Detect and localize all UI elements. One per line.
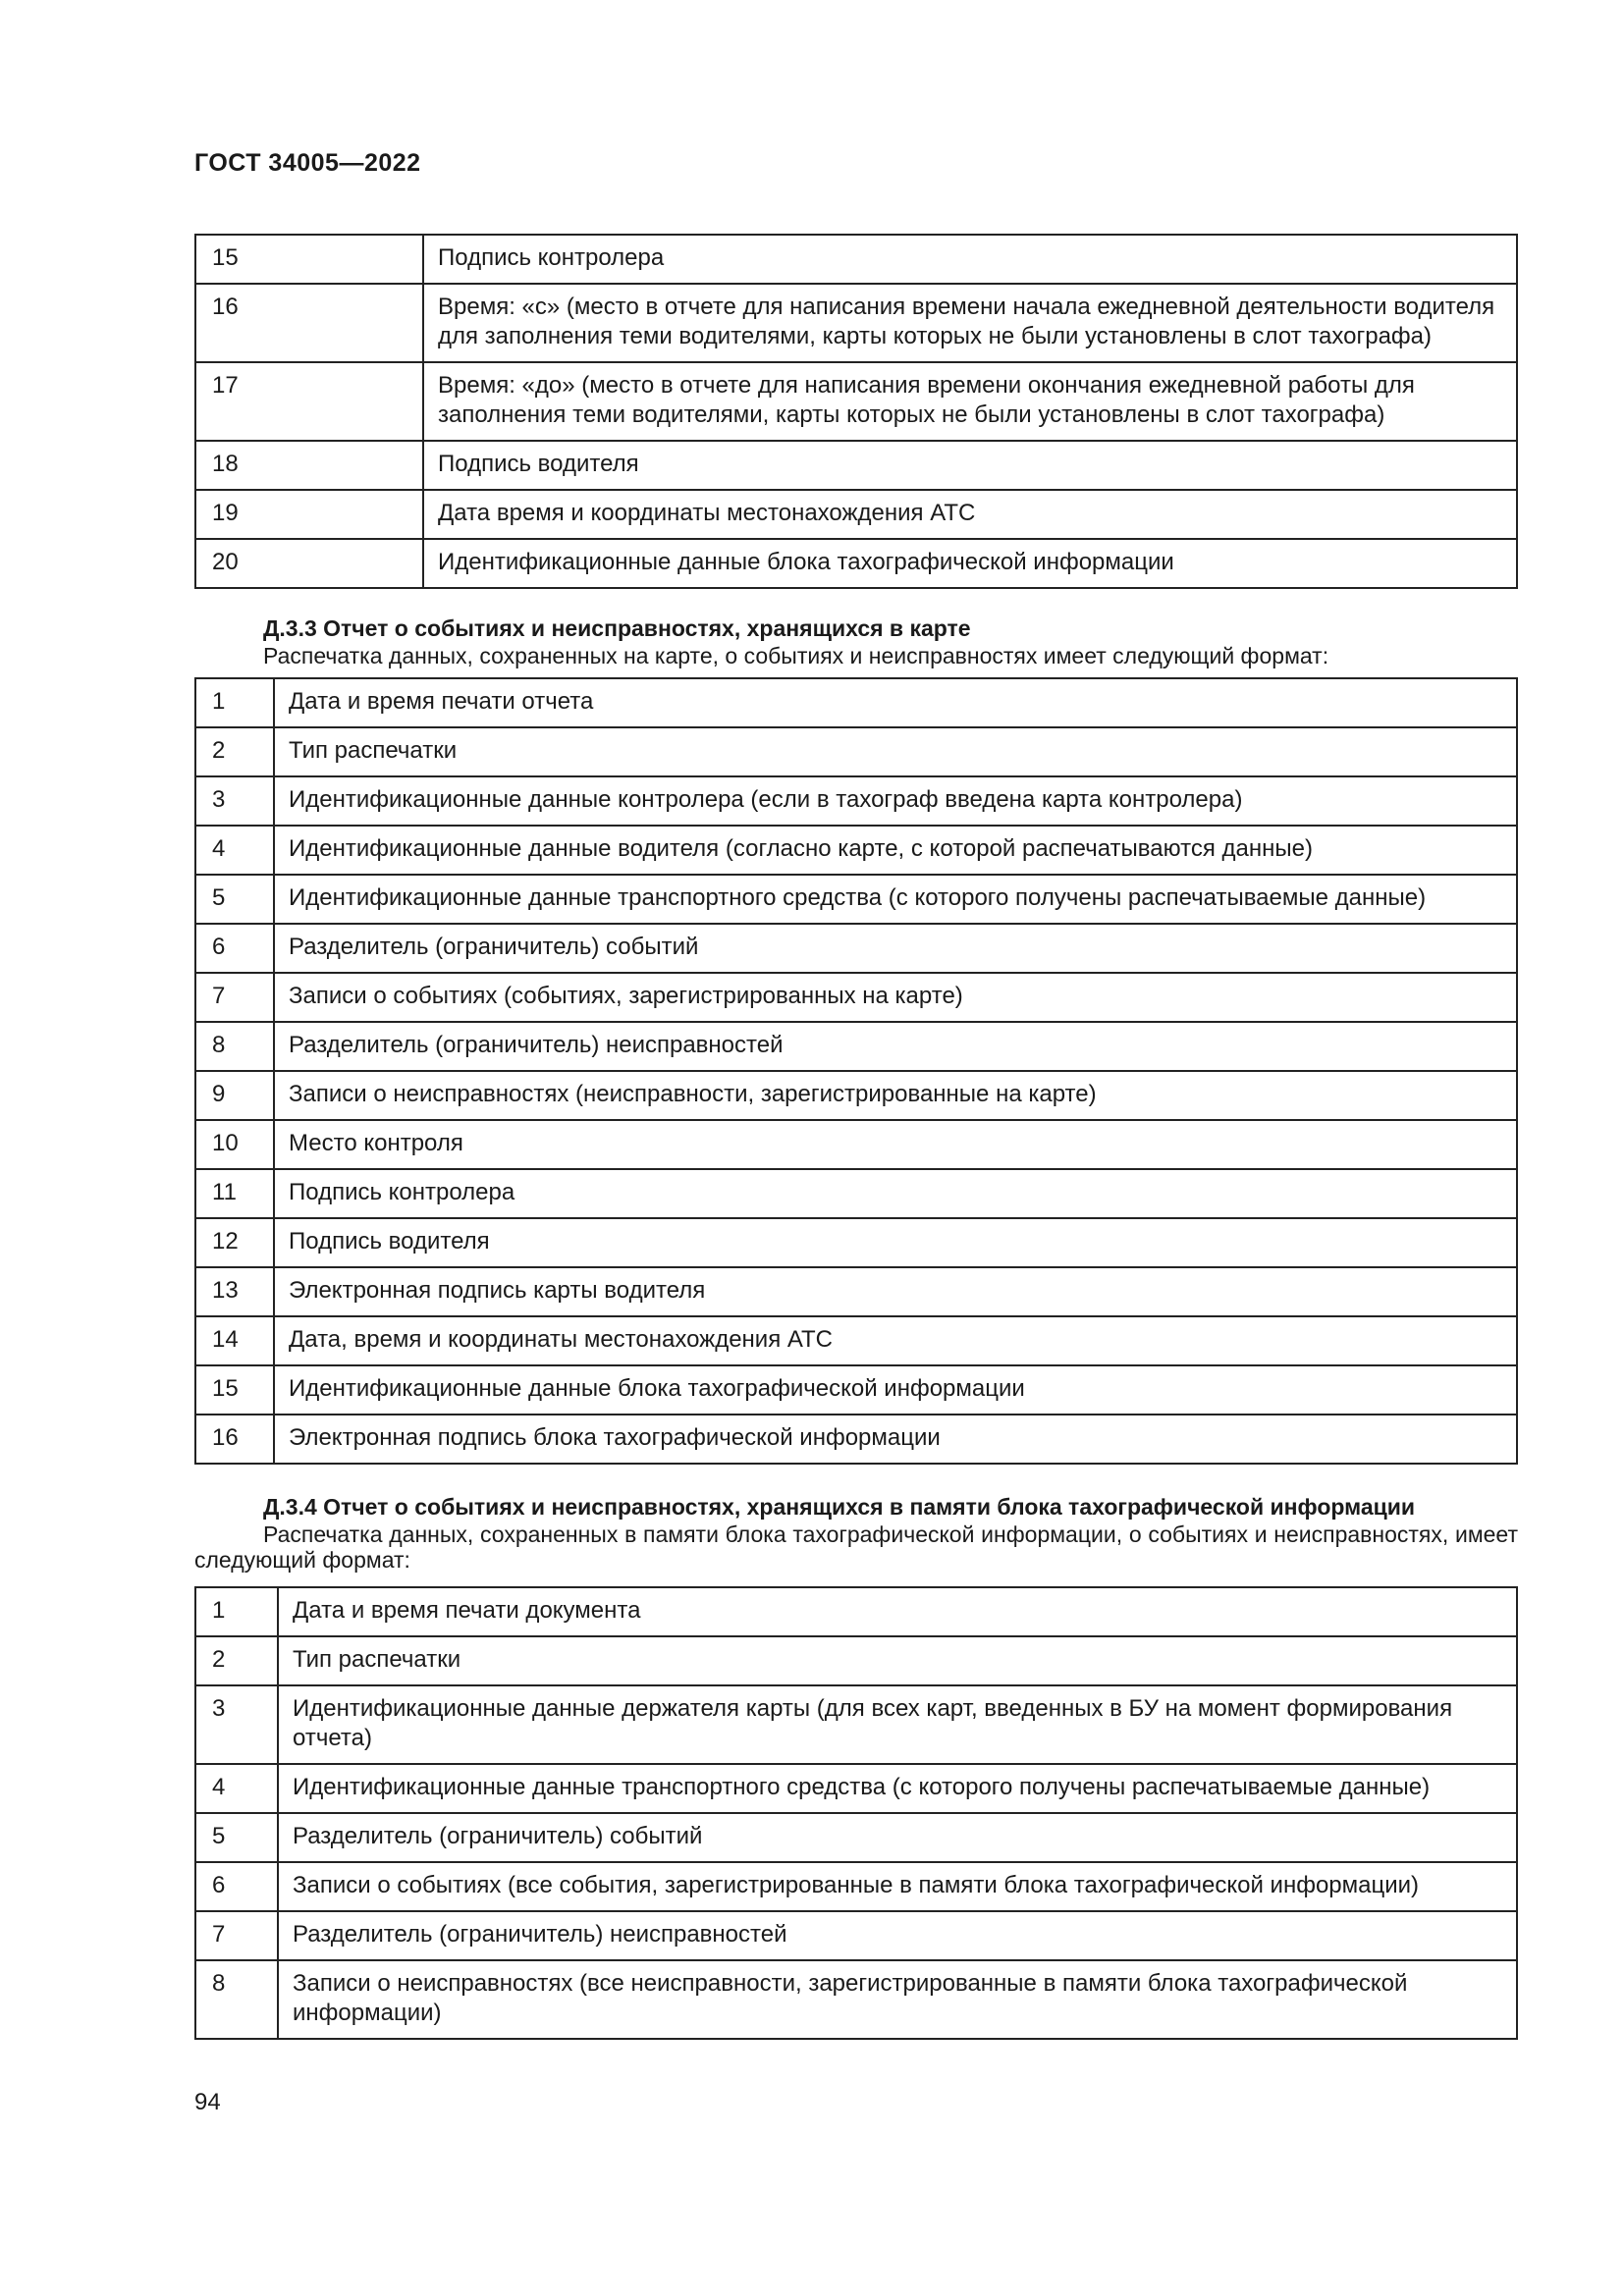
row-text: Записи о неисправностях (все неисправности, зарегистрированные в памяти блока тахографической информации) — [278, 1960, 1517, 2039]
table-row — [195, 1120, 1517, 1169]
row-text: Подпись контролера — [274, 1169, 1517, 1218]
row-number: 3 — [195, 776, 274, 826]
row-text: Разделитель (ограничитель) неисправностей — [274, 1022, 1517, 1071]
row-number: 8 — [195, 1022, 274, 1071]
table-row — [195, 1813, 1517, 1862]
row-number: 17 — [195, 362, 423, 441]
row-text: Идентификационные данные держателя карты (для всех карт, введенных в БУ на момент формирования отчета) — [278, 1685, 1517, 1764]
row-text: Идентификационные данные водителя (согласно карте, с которой распечатываются данные) — [274, 826, 1517, 875]
row-number: 19 — [195, 490, 423, 539]
table-row — [195, 284, 1517, 362]
row-text: Подпись водителя — [274, 1218, 1517, 1267]
table-row — [195, 441, 1517, 490]
row-text: Электронная подпись блока тахографической информации — [274, 1415, 1517, 1464]
row-text: Дата, время и координаты местонахождения АТС — [274, 1316, 1517, 1365]
row-text: Электронная подпись карты водителя — [274, 1267, 1517, 1316]
row-number: 7 — [195, 1911, 278, 1960]
section-d34-title: Д.3.4 Отчет о событиях и неисправностях, хранящихся в памяти блока тахографической информации — [263, 1494, 1416, 1520]
row-text: Подпись контролера — [423, 235, 1517, 284]
row-number: 18 — [195, 441, 423, 490]
row-number: 13 — [195, 1267, 274, 1316]
table-row — [195, 490, 1517, 539]
row-number: 6 — [195, 924, 274, 973]
row-text: Разделитель (ограничитель) событий — [278, 1813, 1517, 1862]
table-row — [195, 1587, 1517, 1636]
continuation-table — [194, 234, 1518, 589]
row-text: Разделитель (ограничитель) событий — [274, 924, 1517, 973]
table-row — [195, 1636, 1517, 1685]
table-row — [195, 235, 1517, 284]
row-text: Записи о событиях (событиях, зарегистрированных на карте) — [274, 973, 1517, 1022]
table-row — [195, 1169, 1517, 1218]
d34-table — [194, 1586, 1518, 2040]
d33-table — [194, 677, 1518, 1465]
section-d33-intro — [194, 643, 1518, 668]
row-number: 1 — [195, 1587, 278, 1636]
row-text: Идентификационные данные блока тахографической информации — [423, 539, 1517, 588]
row-text: Идентификационные данные блока тахографической информации — [274, 1365, 1517, 1415]
table-row — [195, 1218, 1517, 1267]
table-row — [195, 539, 1517, 588]
table-row — [195, 973, 1517, 1022]
row-text: Подпись водителя — [423, 441, 1517, 490]
table-row — [195, 1960, 1517, 2039]
row-number: 16 — [195, 1415, 274, 1464]
section-d34-intro-text: Распечатка данных, сохраненных в памяти блока тахографической информации, о событиях и неисправностях, имеет следующий формат: — [194, 1522, 1518, 1573]
row-number: 20 — [195, 539, 423, 588]
row-text: Место контроля — [274, 1120, 1517, 1169]
row-number: 6 — [195, 1862, 278, 1911]
table-row — [195, 1365, 1517, 1415]
table-row — [195, 1862, 1517, 1911]
row-number: 3 — [195, 1685, 278, 1764]
table-row — [195, 1415, 1517, 1464]
row-number: 5 — [195, 875, 274, 924]
row-number: 7 — [195, 973, 274, 1022]
table-row — [195, 678, 1517, 727]
table-row — [195, 727, 1517, 776]
table-row — [195, 1022, 1517, 1071]
row-text: Тип распечатки — [278, 1636, 1517, 1685]
row-text: Идентификационные данные контролера (если в тахограф введена карта контролера) — [274, 776, 1517, 826]
row-number: 4 — [195, 1764, 278, 1813]
row-text: Дата время и координаты местонахождения АТС — [423, 490, 1517, 539]
table-row — [195, 1764, 1517, 1813]
table-row — [195, 924, 1517, 973]
section-d33-intro-text: Распечатка данных, сохраненных на карте, о событиях и неисправностях имеет следующий формат: — [263, 643, 1329, 668]
page-number: 94 — [194, 2089, 221, 2115]
row-number: 16 — [195, 284, 423, 362]
table-row — [195, 1911, 1517, 1960]
table-row — [195, 362, 1517, 441]
section-d33-title: Д.3.3 Отчет о событиях и неисправностях, хранящихся в карте — [263, 615, 971, 641]
row-number: 1 — [195, 678, 274, 727]
row-text: Время: «до» (место в отчете для написания времени окончания ежедневной работы для заполнения теми водителями, карты которых не были установлены в слот тахографа) — [423, 362, 1517, 441]
row-number: 2 — [195, 727, 274, 776]
row-number: 12 — [195, 1218, 274, 1267]
row-text: Разделитель (ограничитель) неисправностей — [278, 1911, 1517, 1960]
section-d34-intro — [194, 1522, 1518, 1573]
row-number: 15 — [195, 1365, 274, 1415]
table-row — [195, 1685, 1517, 1764]
table-row — [195, 826, 1517, 875]
row-text: Тип распечатки — [274, 727, 1517, 776]
row-number: 14 — [195, 1316, 274, 1365]
row-number: 5 — [195, 1813, 278, 1862]
row-number: 11 — [195, 1169, 274, 1218]
row-number: 4 — [195, 826, 274, 875]
row-number: 15 — [195, 235, 423, 284]
table-row — [195, 776, 1517, 826]
row-text: Дата и время печати отчета — [274, 678, 1517, 727]
table-row — [195, 1071, 1517, 1120]
table-row — [195, 1267, 1517, 1316]
row-text: Время: «с» (место в отчете для написания времени начала ежедневной деятельности водителя для заполнения теми водителями, карты которых не были установлены в слот тахографа) — [423, 284, 1517, 362]
row-text: Идентификационные данные транспортного средства (с которого получены распечатываемые данные) — [274, 875, 1517, 924]
row-text: Дата и время печати документа — [278, 1587, 1517, 1636]
row-text: Записи о неисправностях (неисправности, зарегистрированные на карте) — [274, 1071, 1517, 1120]
table-row — [195, 1316, 1517, 1365]
row-number: 2 — [195, 1636, 278, 1685]
row-number: 9 — [195, 1071, 274, 1120]
row-text: Идентификационные данные транспортного средства (с которого получены распечатываемые данные) — [278, 1764, 1517, 1813]
row-number: 8 — [195, 1960, 278, 2039]
row-number: 10 — [195, 1120, 274, 1169]
row-text: Записи о событиях (все события, зарегистрированные в памяти блока тахографической информации) — [278, 1862, 1517, 1911]
document-header: ГОСТ 34005—2022 — [194, 149, 421, 177]
table-row — [195, 875, 1517, 924]
